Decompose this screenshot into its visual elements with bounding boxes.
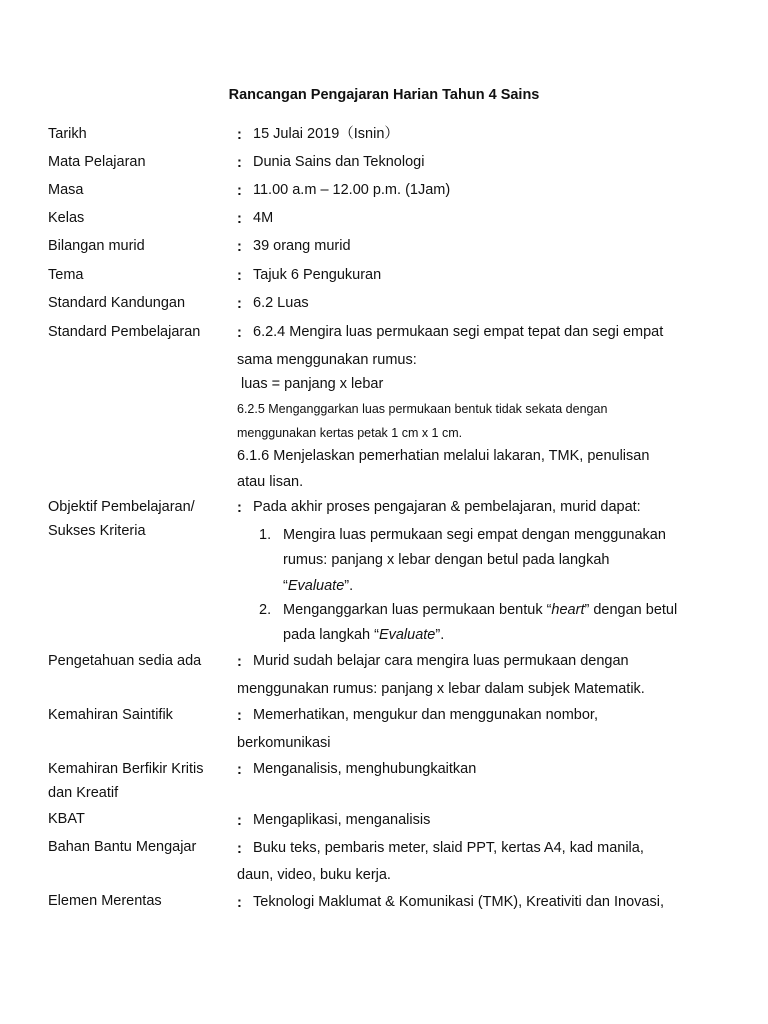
- value-kbat: Mengaplikasi, menganalisis: [253, 812, 431, 828]
- quote-close: ”.: [344, 578, 354, 594]
- label-standard-pembelajaran: Standard Pembelajaran: [48, 324, 201, 340]
- objektif-item-2-number: 2.: [259, 602, 272, 618]
- value-tarikh: 15 Julai 2019（Isnin）: [253, 126, 399, 142]
- colon: :: [237, 895, 242, 911]
- sp-line-7: atau lisan.: [237, 474, 304, 490]
- evaluate-term: Evaluate: [287, 578, 345, 594]
- colon: :: [237, 325, 242, 341]
- quote-open: “: [283, 578, 288, 594]
- item-2-text: Menganggarkan luas permukaan bentuk “: [283, 602, 552, 618]
- colon: :: [237, 211, 242, 227]
- sp-line-4: 6.2.5 Menganggarkan luas permukaan bentuk tidak sekata dengan: [237, 402, 608, 416]
- value-bilangan-murid: 39 orang murid: [253, 238, 351, 254]
- document-title: Rancangan Pengajaran Harian Tahun 4 Sains: [228, 87, 540, 103]
- value-kbkk: Menganalisis, menghubungkaitkan: [253, 761, 477, 777]
- value-masa: 11.00 a.m – 12.00 p.m. (1Jam): [253, 182, 451, 198]
- colon: :: [237, 155, 242, 171]
- label-standard-kandungan: Standard Kandungan: [48, 295, 186, 311]
- objektif-intro: Pada akhir proses pengajaran & pembelajaran, murid dapat:: [253, 499, 641, 515]
- colon: :: [237, 841, 242, 857]
- label-kbat: KBAT: [48, 811, 85, 827]
- label-elemen: Elemen Merentas: [48, 893, 162, 909]
- value-tema: Tajuk 6 Pengukuran: [253, 267, 382, 283]
- label-pengetahuan: Pengetahuan sedia ada: [48, 653, 202, 669]
- bahan-line-1: Buku teks, pembaris meter, slaid PPT, kertas A4, kad manila,: [253, 840, 644, 856]
- value-standard-kandungan: 6.2 Luas: [253, 295, 309, 311]
- sp-line-2: sama menggunakan rumus:: [237, 352, 417, 368]
- quote-close: ”.: [435, 627, 445, 643]
- objektif-item-2-line-2: [283, 626, 444, 644]
- sp-line-5: menggunakan kertas petak 1 cm x 1 cm.: [237, 426, 463, 440]
- item-2-line-2-text: pada langkah “: [283, 627, 379, 643]
- label-objektif-1: Objektif Pembelajaran/: [48, 499, 195, 515]
- label-kelas: Kelas: [48, 210, 85, 226]
- colon: :: [237, 500, 242, 516]
- heart-term: heart: [551, 602, 585, 618]
- colon: :: [237, 654, 242, 670]
- label-kemahiran-saintifik: Kemahiran Saintifik: [48, 707, 173, 723]
- colon: :: [237, 296, 242, 312]
- value-elemen: Teknologi Maklumat & Komunikasi (TMK), Kreativiti dan Inovasi,: [253, 894, 664, 910]
- objektif-item-1-line-2: rumus: panjang x lebar dengan betul pada langkah: [283, 552, 610, 568]
- label-mata-pelajaran: Mata Pelajaran: [48, 154, 146, 170]
- colon: :: [237, 708, 242, 724]
- pengetahuan-line-1: Murid sudah belajar cara mengira luas permukaan dengan: [253, 653, 629, 669]
- value-mata-pelajaran: Dunia Sains dan Teknologi: [253, 154, 425, 170]
- sp-line-1: 6.2.4 Mengira luas permukaan segi empat tepat dan segi empat: [253, 324, 664, 340]
- pengetahuan-line-2: menggunakan rumus: panjang x lebar dalam subjek Matematik.: [237, 681, 645, 697]
- label-objektif-2: Sukses Kriteria: [48, 523, 146, 539]
- label-bahan: Bahan Bantu Mengajar: [48, 839, 197, 855]
- label-kbkk-2: dan Kreatif: [48, 785, 119, 801]
- colon: :: [237, 127, 242, 143]
- colon: :: [237, 183, 242, 199]
- label-bilangan-murid: Bilangan murid: [48, 238, 145, 254]
- kemahiran-saintifik-line-2: berkomunikasi: [237, 735, 331, 751]
- label-masa: Masa: [48, 182, 84, 198]
- objektif-item-2-line-1: [283, 601, 677, 619]
- label-tarikh: Tarikh: [48, 126, 87, 142]
- sp-line-6: 6.1.6 Menjelaskan pemerhatian melalui lakaran, TMK, penulisan: [237, 448, 650, 464]
- colon: :: [237, 268, 242, 284]
- label-tema: Tema: [48, 267, 84, 283]
- colon: :: [237, 813, 242, 829]
- evaluate-term: Evaluate: [378, 627, 436, 643]
- objektif-item-1-line-1: Mengira luas permukaan segi empat dengan menggunakan: [283, 527, 666, 543]
- objektif-item-1-number: 1.: [259, 527, 272, 543]
- colon: :: [237, 762, 242, 778]
- objektif-item-1-line-3: [283, 577, 353, 595]
- item-2-text-end: ” dengan betul: [584, 602, 678, 618]
- kemahiran-saintifik-line-1: Memerhatikan, mengukur dan menggunakan nombor,: [253, 707, 598, 723]
- value-kelas: 4M: [253, 210, 274, 226]
- bahan-line-2: daun, video, buku kerja.: [237, 867, 391, 883]
- colon: :: [237, 239, 242, 255]
- sp-line-3: luas = panjang x lebar: [241, 376, 384, 392]
- label-kbkk-1: Kemahiran Berfikir Kritis: [48, 761, 204, 777]
